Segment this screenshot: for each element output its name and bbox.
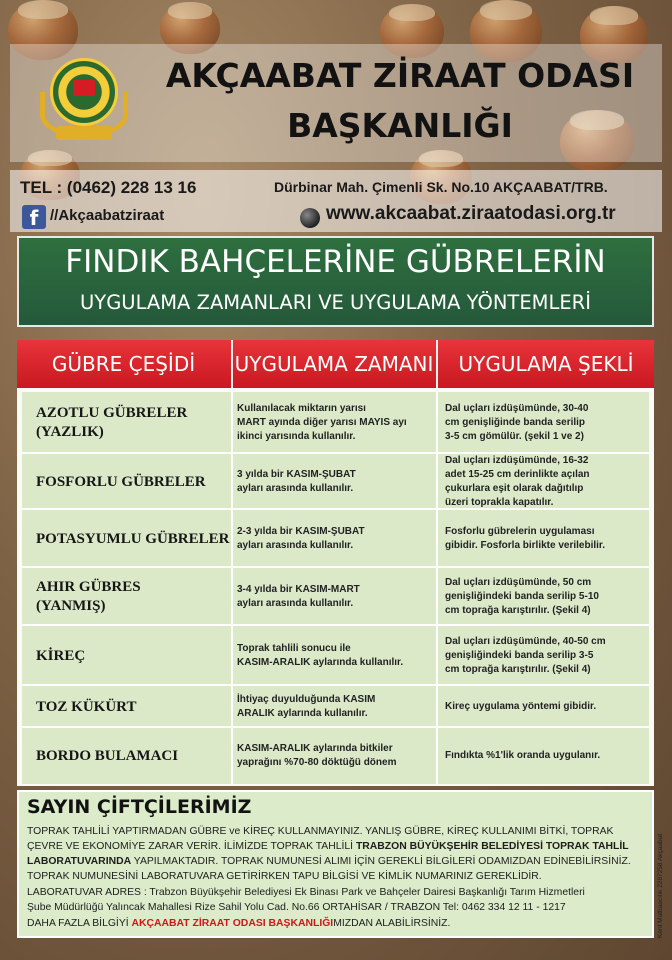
application-method: Dal uçları izdüşümünde, 30-40 cm genişliğinde banda serilip 3-5 cm gömülür. (şekil 1 ve 2) (445, 403, 589, 442)
application-time: 3 yılda bir KASIM-ŞUBAT ayları arasında kullanılır. (237, 469, 356, 494)
address: Dürbinar Mah. Çimenli Sk. No.10 AKÇAABAT/TRB. (274, 179, 608, 195)
fertilizer-type: AHIR GÜBRES (YANMIŞ) (36, 579, 141, 614)
application-time: 3-4 yılda bir KASIM-MART ayları arasında kullanılır. (237, 584, 360, 609)
column-header-type: GÜBRE ÇEŞİDİ (51, 352, 196, 376)
fertilizer-type: POTASYUMLU GÜBRELER (36, 530, 230, 547)
column-header-time: UYGULAMA ZAMANI (234, 352, 434, 376)
page-title: FINDIK BAHÇELERİNE GÜBRELERİN (65, 244, 606, 280)
notice-title: SAYIN ÇİFTÇİLERİMİZ (27, 796, 252, 818)
globe-icon (300, 208, 320, 228)
notice-line: LABORATUVARINDA YAPILMAKTADIR. TOPRAK NUMUNESİ ALIMI İÇİN GEREKLİ BİLGİLERİ ODAMIZDAN EDİNEBİLİRSİNİZ. (27, 856, 631, 867)
phone-number: TEL : (0462) 228 13 16 (20, 178, 197, 197)
facebook-handle: //Akçaabatziraat (50, 207, 165, 224)
printer-credit: Kent Matbaacılık 2287258 Akçaabat (657, 833, 664, 938)
website-link: www.akcaabat.ziraatodasi.org.tr (326, 203, 616, 224)
application-method: Fındıkta %1'lik oranda uygulanır. (445, 750, 601, 761)
notice-line: TOPRAK NUMUNESİNİ LABORATUVARA GETİRİRKEN TAPU BİLGİSİ VE KİMLİK NUMARINIZ GEREKLİDİR. (27, 871, 542, 882)
application-time: KASIM-ARALIK aylarında bitkiler yaprağını %70-80 döktüğü dönem (237, 743, 397, 768)
application-method: Kireç uygulama yöntemi gibidir. (445, 701, 597, 712)
notice-line: TOPRAK TAHLİLİ YAPTIRMADAN GÜBRE ve KİREÇ KULLANMAYINIZ. YANLIŞ GÜBRE, KİREÇ KULLANIMI BİTKİ, TOPRAK (27, 826, 614, 837)
fertilizer-type: AZOTLU GÜBRELER (YAZLIK) (36, 405, 188, 440)
application-time: Kullanılacak miktarın yarısı MART ayında diğer yarısı MAYIS ayı ikinci yarısında kullanılır. (237, 403, 407, 442)
notice-line: Şube Müdürlüğü Yalıncak Mahallesi Rize Sahil Yolu Cad. No.66 ORTAHİSAR / TRABZON Tel: 0462 334 12 11 - 1217 (27, 902, 566, 913)
notice-line: DAHA FAZLA BİLGİYİ AKÇAABAT ZİRAAT ODASI BAŞKANLIĞIMIZDAN ALABİLİRSİNİZ. (27, 918, 451, 929)
org-title-line2: BAŞKANLIĞI (287, 106, 513, 145)
chamber-emblem-icon (36, 54, 132, 148)
column-header-method: UYGULAMA ŞEKLİ (458, 352, 634, 376)
page-subtitle: UYGULAMA ZAMANLARI VE UYGULAMA YÖNTEMLERİ (80, 291, 591, 314)
notice-line: LABORATUVAR ADRES : Trabzon Büyükşehir Belediyesi Ek Binası Park ve Bahçeler Dairesi Başkanlığı Tarım Hizmetleri (27, 887, 585, 898)
fertilizer-type: BORDO BULAMACI (36, 747, 179, 764)
application-time: Toprak tahlili sonucu ile KASIM-ARALIK aylarında kullanılır. (237, 643, 404, 668)
application-method: Dal uçları izdüşümünde, 50 cm genişliğindeki banda serilip 5-10 cm toprağa karıştırılır. (Şekil 4) (445, 577, 599, 616)
org-title-line1: AKÇAABAT ZİRAAT ODASI (165, 56, 635, 95)
fertilizer-type: TOZ KÜKÜRT (36, 698, 137, 715)
fertilizer-type: KİREÇ (36, 647, 86, 664)
divider (436, 392, 438, 784)
fertilizer-type: FOSFORLU GÜBRELER (36, 473, 206, 490)
application-method: Fosforlu gübrelerin uygulaması gibidir. Fosforla birlikte verilebilir. (445, 526, 606, 551)
application-time: İhtiyaç duyulduğunda KASIM ARALIK aylarında kullanılır. (237, 694, 376, 719)
application-method: Dal uçları izdüşümünde, 16-32 adet 15-25 cm derinlikte açılan çukurlara eşit olarak dağıtılıp üzeri toprakla kapatılır. (445, 455, 590, 508)
facebook-icon: f (22, 205, 46, 229)
divider (231, 392, 233, 784)
application-time: 2-3 yılda bir KASIM-ŞUBAT ayları arasında kullanılır. (237, 526, 365, 551)
notice-line: ÇEVRE VE EKONOMİYE ZARAR VERİR. İLİMİZDE TOPRAK TAHLİLİ TRABZON BÜYÜKŞEHİR BELEDİYESİ TOPRAK TAHLİL (27, 841, 629, 852)
application-method: Dal uçları izdüşümünde, 40-50 cm genişliğindeki banda serilip 3-5 cm toprağa karıştırılır. (Şekil 4) (445, 636, 606, 675)
